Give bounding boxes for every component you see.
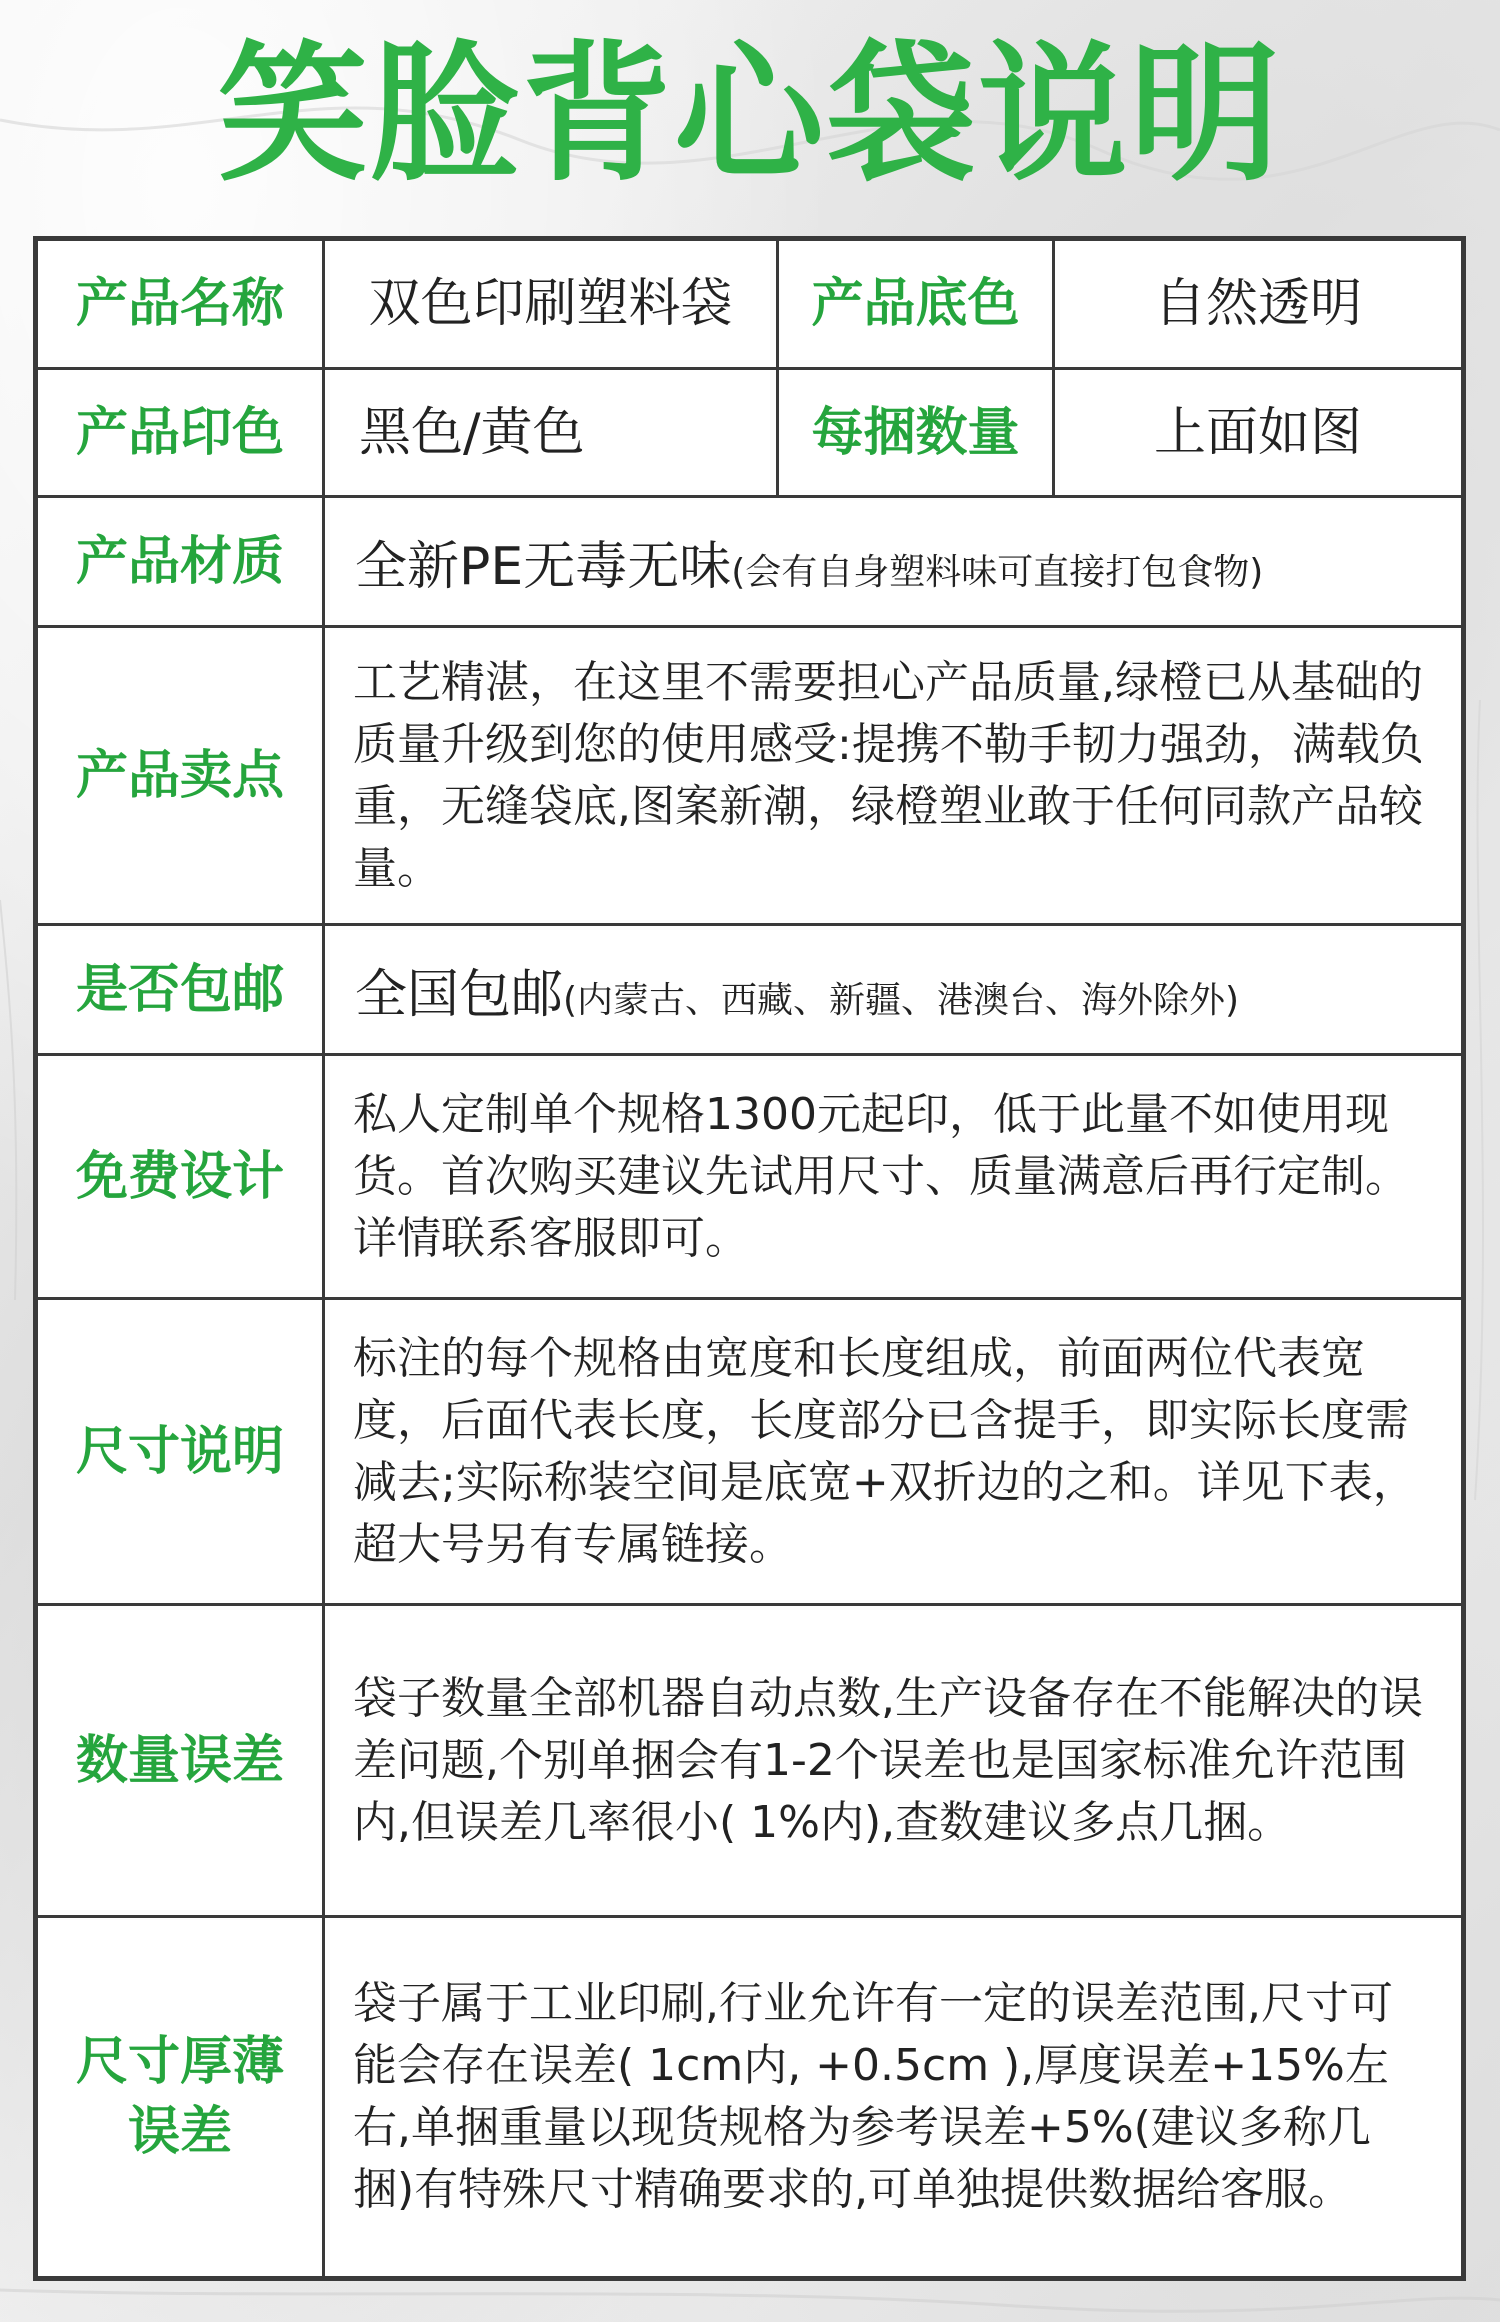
row-print-color (36, 369, 1464, 497)
value-base-color: 自然透明 (1054, 239, 1464, 369)
row-selling-points (36, 627, 1464, 925)
value-thickness-error: 袋子属于工业印刷,行业允许有一定的误差范围,尺寸可能会存在误差( 1cm内, +0.5cm ),厚度误差+15%左右,单捆重量以现货规格为参考误差+5%(建议多称几捆)有特殊尺寸精确要求的,可单独提供数据给客服。 (324, 1917, 1464, 2279)
product-spec-table (33, 236, 1466, 2281)
value-shipping-note: (内蒙古、西藏、新疆、港澳台、海外除外) (563, 980, 1240, 1021)
value-material (324, 497, 1464, 627)
label-print-color: 产品印色 (36, 369, 324, 497)
label-free-design: 免费设计 (36, 1055, 324, 1299)
value-free-design: 私人定制单个规格1300元起印，低于此量不如使用现货。首次购买建议先试用尺寸、质量满意后再行定制。详情联系客服即可。 (324, 1055, 1464, 1299)
label-base-color: 产品底色 (778, 239, 1054, 369)
row-product-name (36, 239, 1464, 369)
row-quantity-error (36, 1605, 1464, 1917)
value-material-main: 全新PE无毒无味 (355, 537, 732, 597)
row-shipping (36, 925, 1464, 1055)
value-selling-points: 工艺精湛，在这里不需要担心产品质量,绿橙已从基础的质量升级到您的使用感受:提携不勒手韧力强劲，满载负重，无缝袋底,图案新潮，绿橙塑业敢于任何同款产品较量。 (324, 627, 1464, 925)
label-product-name: 产品名称 (36, 239, 324, 369)
value-product-name: 双色印刷塑料袋 (324, 239, 778, 369)
page-title: 笑脸背心袋说明 (217, 28, 1282, 202)
row-material (36, 497, 1464, 627)
label-thickness-error-line1: 尺寸厚薄 (75, 2032, 284, 2092)
label-size-description: 尺寸说明 (36, 1299, 324, 1605)
value-size-description: 标注的每个规格由宽度和长度组成，前面两位代表宽度，后面代表长度，长度部分已含提手，即实际长度需减去;实际称装空间是底宽+双折边的之和。详见下表，超大号另有专属链接。 (324, 1299, 1464, 1605)
value-shipping (324, 925, 1464, 1055)
row-free-design (36, 1055, 1464, 1299)
value-quantity-error: 袋子数量全部机器自动点数,生产设备存在不能解决的误差问题,个别单捆会有1-2个误差也是国家标准允许范围内,但误差几率很小( 1%内),查数建议多点几捆。 (324, 1605, 1464, 1917)
label-shipping: 是否包邮 (36, 925, 324, 1055)
label-thickness-error-line2: 误差 (127, 2102, 232, 2162)
value-print-color: 黑色/黄色 (324, 369, 778, 497)
label-quantity-error: 数量误差 (36, 1605, 324, 1917)
label-thickness-error (36, 1917, 324, 2279)
row-size-description (36, 1299, 1464, 1605)
label-selling-points: 产品卖点 (36, 627, 324, 925)
label-material: 产品材质 (36, 497, 324, 627)
value-material-note: (会有自身塑料味可直接打包食物) (731, 552, 1264, 593)
row-thickness-error (36, 1917, 1464, 2279)
label-bundle-quantity: 每捆数量 (778, 369, 1054, 497)
value-bundle-quantity: 上面如图 (1054, 369, 1464, 497)
value-shipping-main: 全国包邮 (355, 965, 564, 1025)
